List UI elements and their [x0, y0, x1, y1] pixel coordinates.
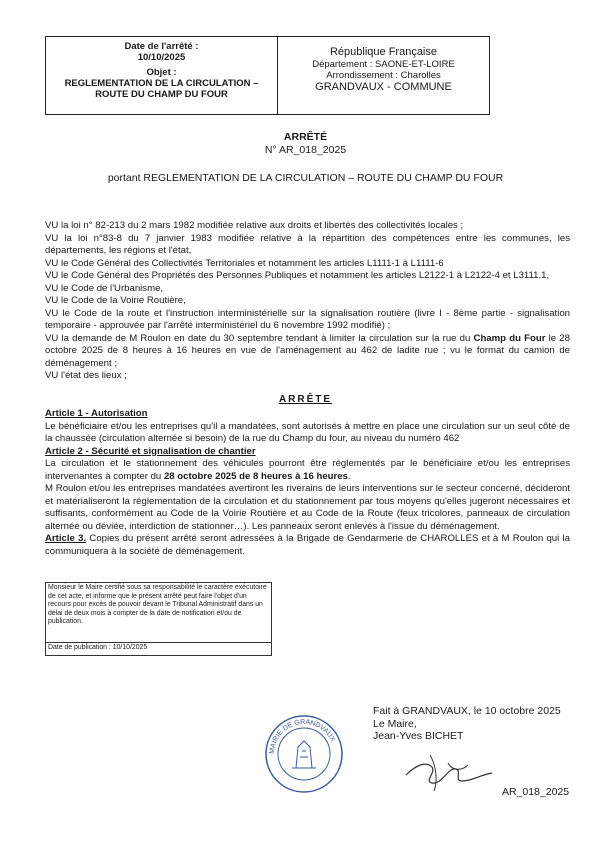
- departement: Département : SAONE-ET-LOIRE: [312, 59, 455, 70]
- certification-box: [45, 582, 272, 656]
- place-date: Fait à GRANDVAUX, le 10 octobre 2025: [373, 705, 561, 717]
- header-right-cell: [278, 37, 489, 123]
- header-left-cell: [46, 37, 278, 114]
- mayor-role: Le Maire,: [373, 717, 417, 730]
- article-1-text: Le bénéficiaire et/ou les entreprises qu'il a mandatées, sont autorisés à mettre en place une circulation sur un seul côté de la chaussée (circulation alternée si besoin) de la rue du Champ du four, au niveau du numéro 462: [45, 420, 570, 444]
- vu-item: VU le Code Général des Collectivités Territoriales et notamment les articles L1111-1 à L1111-6: [45, 257, 444, 269]
- arrete-heading: ARRÊTE: [278, 394, 333, 405]
- date-label: Date de l'arrêté :: [124, 41, 199, 52]
- vu-item-demande: VU la demande de M Roulon en date du 30 septembre tendant à limiter la circulation sur la rue du Champ du Four le 28 octobre 2025 de 8 heures à 16 heures en vue de l'aménagement au 462 de ladite rue ; vu le format du camion de déménagement ;: [45, 332, 570, 369]
- signature-block: [373, 705, 561, 743]
- republique: République Française: [329, 46, 437, 58]
- footer-reference: AR_018_2025: [502, 786, 570, 798]
- certification-text: Monsieur le Maire certifié sous sa responsabilité le caractère exécutoire de cet acte, et informe que le présent arrêté peut faire l'objet d'un recours pour excès de pouvoir devant le Tribunal Administratif dans un délai de deux mois à compter de la date de notification et/ou de publication.: [48, 584, 267, 626]
- article-3: Article 3. Copies du présent arrêté seront adressées à la Brigade de Gendarmerie de CHAROLLES et à M Roulon qui la communiquera à la société de déménagement.: [45, 533, 570, 557]
- vu-item: VU le Code de l'Urbanisme,: [45, 282, 164, 294]
- commune: GRANDVAUX - COMMUNE: [315, 81, 452, 93]
- articles: [45, 408, 570, 558]
- article-1-title: Article 1 - Autorisation: [45, 408, 148, 419]
- vu-item: VU l'état des lieux ;: [45, 370, 127, 381]
- article-2-text-2: M Roulon et/ou les entreprises mandatées avertiront les riverains de leurs interventions sur le secteur concerné, décideront et matérialiseront la réglementation de la circulation et du stationnement par tous moyens qu'elles jugeront nécessaires et suffisants, conformément au Code de la Voirie Routière et au Code de la Route (feux tricolores, panneaux de circulation alternée ou déviée, interdiction de stationner…). Les panneaux seront enlevés à l'issue du déménagement.: [45, 483, 570, 532]
- date-value: 10/10/2025: [137, 52, 186, 63]
- article-2-title: Article 2 - Sécurité et signalisation de chantier: [45, 445, 256, 457]
- mairie-seal-icon: [262, 713, 346, 795]
- mayor-name: Jean-Yves BICHET: [373, 730, 464, 742]
- article-2-text-1: La circulation et le stationnement des véhicules pourront être réglementés par le bénéficiaire et/ou les entreprises intervenantes à compter du 28 octobre 2025 de 8 heures à 16 heures.: [45, 458, 570, 482]
- vu-item: VU le Code Général des Propriétés des Personnes Publiques et notamment les articles L2122-1 à L2122-4 et L3111.1,: [45, 270, 550, 281]
- objet-line-2: ROUTE DU CHAMP DU FOUR: [95, 89, 228, 100]
- vu-item: VU la loi n° 82-213 du 2 mars 1982 modifiée relative aux droits et libertés des collectivités locales ;: [45, 220, 464, 231]
- svg-text:MAIRIE DE GRANDVAUX: MAIRIE DE GRANDVAUX: [268, 718, 336, 755]
- vu-item: VU la loi n°83-8 du 7 janvier 1983 modifiée relative à la répartition des compétences entre les communes, les départements, les régions et l'état,: [45, 232, 570, 256]
- vu-item: VU le Code de la Voirie Routière,: [45, 295, 186, 306]
- objet-label: Objet :: [146, 67, 177, 78]
- vu-item: VU le Code de la route et l'instruction interministérielle sur la signalisation routière (livre I - 8ème partie - signalisation temporaire - approuvée par l'arrêté interministériel du 6 novembre 1992 modifié) ;: [45, 307, 570, 331]
- handwritten-signature-icon: [402, 745, 498, 795]
- document-number: N° AR_018_2025: [264, 144, 347, 156]
- header-table: [45, 36, 490, 115]
- arrondissement: Arrondissement : Charolles: [326, 70, 441, 81]
- objet-line-1: REGLEMENTATION DE LA CIRCULATION –: [64, 78, 259, 89]
- document-heading: ARRÊTÉ: [283, 131, 328, 143]
- publication-date: Date de publication : 10/10/2025: [46, 642, 271, 655]
- document-subject: portant REGLEMENTATION DE LA CIRCULATION – ROUTE DU CHAMP DU FOUR: [107, 172, 504, 184]
- vu-list: [45, 220, 570, 383]
